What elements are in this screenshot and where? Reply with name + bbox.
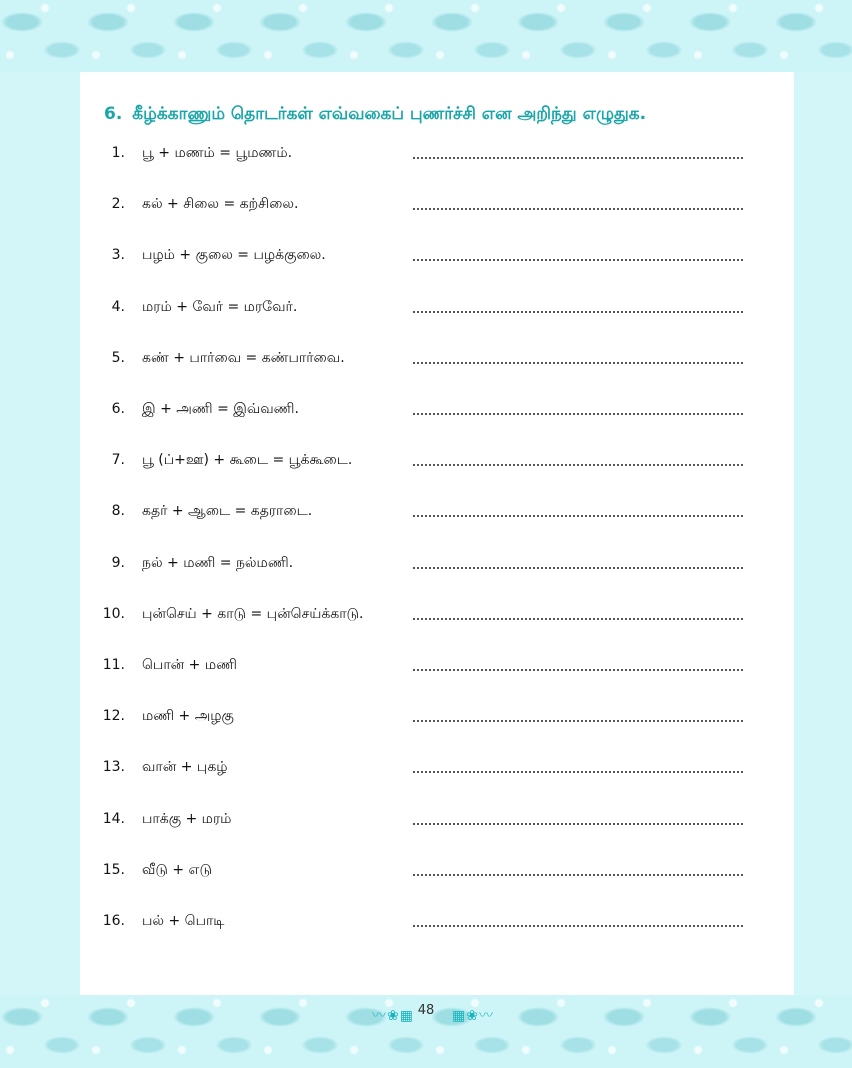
- answer-blank: [413, 720, 743, 722]
- answer-blank: [413, 259, 743, 261]
- decorative-top-border: [0, 0, 852, 72]
- item-number: 7.: [111, 452, 125, 468]
- exercise-heading: [104, 104, 646, 126]
- exercise-instruction: கீழ்க்காணும் தொடர்கள் எவ்வகைப் புணர்ச்சி என அறிந்து எழுதுக.: [132, 104, 647, 124]
- item-number: 9.: [111, 555, 125, 571]
- item-expression: மணி + அழகு: [142, 708, 234, 724]
- exercise-item: [0, 606, 852, 630]
- exercise-item: [0, 196, 852, 220]
- item-number: 5.: [111, 350, 125, 366]
- answer-blank: [413, 413, 743, 415]
- item-number: 4.: [111, 299, 125, 315]
- exercise-item: [0, 145, 852, 169]
- exercise-item: [0, 350, 852, 374]
- item-expression: வான் + புகழ்: [142, 759, 228, 775]
- item-number: 1.: [111, 145, 125, 161]
- exercise-item: [0, 811, 852, 835]
- answer-blank: [413, 925, 743, 927]
- ornament-left-icon: 〰❀▦: [372, 1008, 414, 1024]
- item-number: 2.: [111, 196, 125, 212]
- answer-blank: [413, 311, 743, 313]
- item-expression: புன்செய் + காடு = புன்செய்க்காடு.: [142, 606, 364, 622]
- answer-blank: [413, 208, 743, 210]
- item-expression: கல் + சிலை = கற்சிலை.: [142, 196, 299, 212]
- ornament-right-icon: ▦❀〰: [452, 1008, 494, 1024]
- item-expression: மரம் + வேர் = மரவேர்.: [142, 299, 298, 315]
- item-expression: கதர் + ஆடை = கதராடை.: [142, 503, 313, 519]
- item-number: 13.: [102, 759, 125, 775]
- item-expression: இ + அணி = இவ்வணி.: [142, 401, 299, 417]
- exercise-item: [0, 657, 852, 681]
- exercise-number: 6.: [104, 104, 123, 124]
- item-expression: கண் + பார்வை = கண்பார்வை.: [142, 350, 345, 366]
- exercise-item: [0, 708, 852, 732]
- page-number: 48: [417, 1003, 435, 1018]
- item-expression: பல் + பொடி: [142, 913, 225, 929]
- answer-blank: [413, 823, 743, 825]
- item-expression: பூ + மணம் = பூமணம்.: [142, 145, 293, 161]
- item-expression: வீடு + எடு: [142, 862, 212, 878]
- item-number: 3.: [111, 247, 125, 263]
- exercise-item: [0, 247, 852, 271]
- exercise-item: [0, 452, 852, 476]
- answer-blank: [413, 464, 743, 466]
- item-expression: பழம் + குலை = பழக்குலை.: [142, 247, 326, 263]
- exercise-item: [0, 401, 852, 425]
- exercise-item: [0, 299, 852, 323]
- item-expression: பொன் + மணி: [142, 657, 237, 673]
- exercise-item: [0, 913, 852, 937]
- item-number: 12.: [102, 708, 125, 724]
- answer-blank: [413, 567, 743, 569]
- answer-blank: [413, 157, 743, 159]
- answer-blank: [413, 669, 743, 671]
- item-number: 6.: [111, 401, 125, 417]
- answer-blank: [413, 874, 743, 876]
- item-expression: பூ (ப்+ஊ) + கூடை = பூக்கூடை.: [142, 452, 353, 468]
- item-number: 8.: [111, 503, 125, 519]
- answer-blank: [413, 618, 743, 620]
- item-number: 10.: [102, 606, 125, 622]
- answer-blank: [413, 362, 743, 364]
- item-number: 16.: [102, 913, 125, 929]
- item-number: 15.: [102, 862, 125, 878]
- item-number: 11.: [102, 657, 125, 673]
- exercise-item: [0, 555, 852, 579]
- exercise-item: [0, 862, 852, 886]
- answer-blank: [413, 515, 743, 517]
- item-number: 14.: [102, 811, 125, 827]
- exercise-item: [0, 759, 852, 783]
- exercise-item: [0, 503, 852, 527]
- item-expression: பாக்கு + மரம்: [142, 811, 232, 827]
- answer-blank: [413, 771, 743, 773]
- item-expression: நல் + மணி = நல்மணி.: [142, 555, 294, 571]
